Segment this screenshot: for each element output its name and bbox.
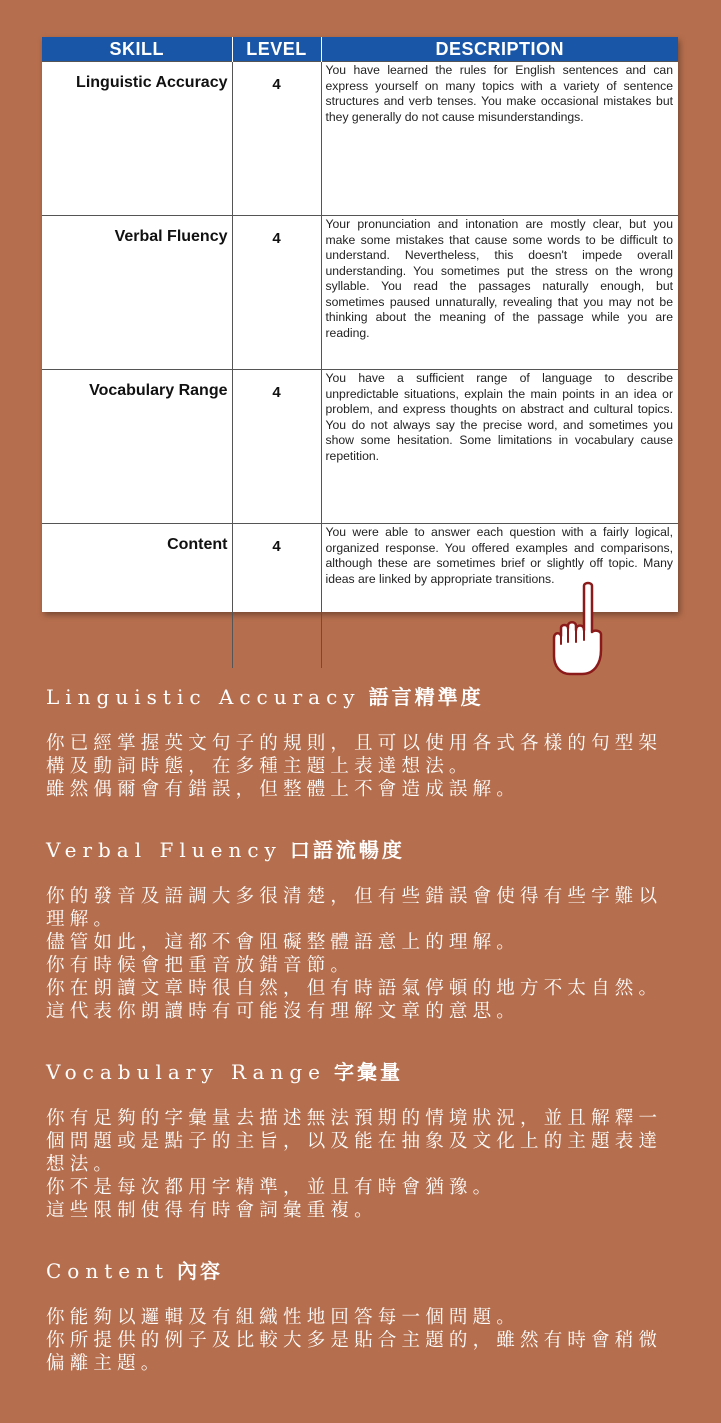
section-line: 儘管如此，這都不會阻礙整體語意上的理解。 [46,932,521,953]
header-level: LEVEL [232,37,321,62]
section-title [46,1256,676,1286]
level-cell: 4 [232,524,321,669]
section-line: 這代表你朗讀時有可能沒有理解文章的意思。 [46,1001,521,1022]
section-body [46,732,676,801]
section-title [46,835,676,865]
rubric-table [42,37,678,668]
skill-cell: Content [42,524,232,669]
section-title-zh: 語言精準度 [368,685,484,709]
header-skill: SKILL [42,37,232,62]
level-cell: 4 [232,370,321,524]
section-title-en: Vocabulary Range [46,1060,326,1084]
section-line: 雖然偶爾會有錯誤，但整體上不會造成誤解。 [46,779,521,800]
section-title-en: Verbal Fluency [46,838,282,862]
section-title-zh: 口語流暢度 [289,838,405,862]
section-body [46,1306,676,1375]
section-line: 你的發音及語調大多很清楚，但有些錯誤會使得有些字難以理解。 [46,886,663,930]
skill-cell: Vocabulary Range [42,370,232,524]
table-row [42,216,678,370]
description-cell: You have a sufficient range of language to describe unpredictable situations, explain the main points in an idea or problem, and express thoughts on abstract and cultural topics. You do not always say the precise word, and sometimes you show some hesitation. Some limitations in vocabulary cause repetition. [321,370,678,524]
table-row [42,62,678,216]
section-title-en: Linguistic Accuracy [46,685,361,709]
skill-cell: Verbal Fluency [42,216,232,370]
table-row [42,370,678,524]
pointing-up-hand-icon [548,580,606,680]
explanation-section [46,682,676,1409]
section-body [46,1107,676,1222]
section-title-zh: 內容 [177,1259,224,1283]
section-line: 你有時候會把重音放錯音節。 [46,955,355,976]
skill-cell: Linguistic Accuracy [42,62,232,216]
section-line: 這些限制使得有時會詞彙重複。 [46,1200,378,1221]
rubric-card [42,37,678,612]
section-title-zh: 字彙量 [333,1060,403,1084]
section-body [46,885,676,1023]
section-line: 你有足夠的字彙量去描述無法預期的情境狀況，並且解釋一個問題或是點子的主旨，以及能在抽象及文化上的主題表達想法。 [46,1108,663,1175]
section-line: 你所提供的例子及比較大多是貼合主題的，雖然有時會稍微偏離主題。 [46,1330,663,1374]
section-title [46,1057,676,1087]
section-title [46,682,676,712]
description-cell: You were able to answer each question with a fairly logical, organized response. You offered examples and comparisons, although these are sometimes brief or slightly off topic. Many ideas are linked by appropriate transitions. [321,524,678,669]
section-line: 你能夠以邏輯及有組織性地回答每一個問題。 [46,1307,521,1328]
description-cell: Your pronunciation and intonation are mostly clear, but you make some mistakes that cause some words to be difficult to understand. Nevertheless, this doesn't impede overall understanding. You sometimes put the stress on the wrong syllable. You read the passages naturally enough, but sometimes paused unnaturally, revealing that you may not be thinking about the meaning of the passage while you are reading. [321,216,678,370]
header-description: DESCRIPTION [321,37,678,62]
description-cell: You have learned the rules for English sentences and can express yourself on many topics with a variety of sentence structures and verb tenses. You make occasional mistakes but they generally do not cause misunderstandings. [321,62,678,216]
section-line: 你在朗讀文章時很自然，但有時語氣停頓的地方不太自然。 [46,978,663,999]
table-header-row [42,37,678,62]
level-cell: 4 [232,216,321,370]
level-cell: 4 [232,62,321,216]
section-title-en: Content [46,1259,170,1283]
section-line: 你已經掌握英文句子的規則，且可以使用各式各樣的句型架構及動詞時態，在多種主題上表達想法。 [46,733,663,777]
section-line: 你不是每次都用字精準，並且有時會猶豫。 [46,1177,497,1198]
